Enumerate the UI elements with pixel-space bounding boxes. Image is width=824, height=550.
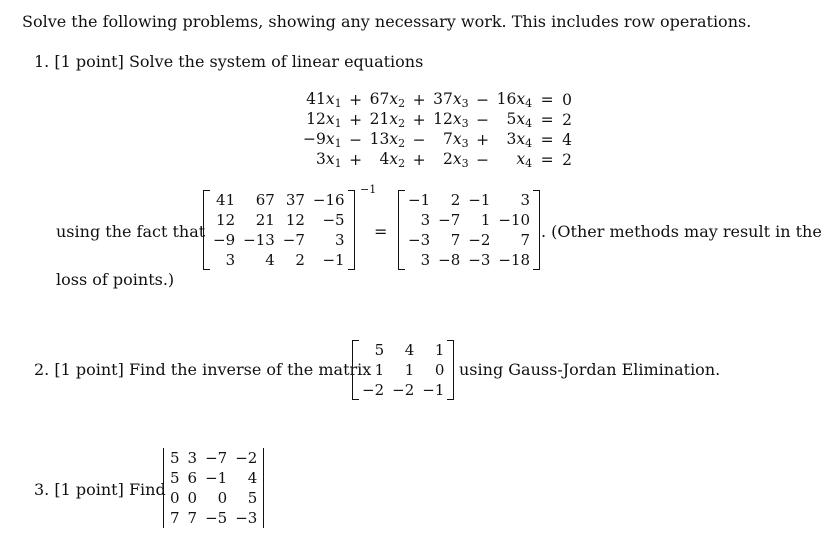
right-bracket [533, 190, 540, 270]
determinant-p3 [163, 448, 264, 528]
matrix-entry: 1 [404, 361, 415, 379]
matrix-entry: −8 [438, 251, 461, 269]
problem-3-points: [1 point] [54, 480, 124, 499]
equation-table [300, 90, 575, 170]
matrix-row [404, 190, 534, 210]
matrix-entry: −2 [468, 231, 491, 249]
left-bracket [203, 190, 210, 270]
equation-row [300, 110, 575, 130]
matrix-entry: 3 [335, 231, 345, 249]
instructions-text: Solve the following problems, showing any necessary work. This includes row operations. [22, 12, 752, 31]
matrix-entry: −1 [322, 251, 345, 269]
matrix-a-inverse [398, 190, 540, 270]
matrix-entry: −3 [235, 509, 258, 527]
left-bracket [352, 340, 359, 400]
equation-term: $13x_2$ [369, 130, 406, 150]
equation-term: $-9x_1$ [303, 130, 342, 150]
matrix-entry: 2 [295, 251, 305, 269]
matrix-entry: −3 [468, 251, 491, 269]
matrix-entry: 0 [217, 489, 228, 507]
matrix-entry: −5 [205, 509, 228, 527]
matrix-row [404, 250, 534, 270]
matrix-entry: −1 [408, 191, 431, 209]
matrix-entry: 7 [187, 509, 198, 527]
matrix-entry: 3 [520, 191, 531, 209]
matrix-row [209, 210, 349, 230]
matrix-entry: 12 [285, 211, 305, 229]
equation-operator: + [476, 131, 490, 149]
matrix-a [203, 190, 355, 270]
equation-term: $41x_1$ [306, 90, 342, 110]
matrix-entry: 3 [420, 211, 431, 229]
matrix-entry: −2 [235, 449, 258, 467]
matrix-entry: −13 [243, 231, 275, 249]
matrix-entry: −7 [282, 231, 305, 249]
equation-term: $x_4$ [516, 150, 533, 170]
matrix-entry: 0 [434, 361, 445, 379]
equation-equals: = [540, 131, 554, 149]
matrix-row [166, 468, 261, 488]
problem-1-heading [34, 52, 423, 72]
equation-operator: − [476, 91, 490, 109]
right-det-bar [263, 448, 264, 528]
matrix-entry: 67 [255, 191, 275, 209]
matrix-entry: 12 [216, 211, 236, 229]
equation-row [300, 130, 575, 150]
matrix-entry: 3 [187, 449, 198, 467]
equation-operator: − [476, 111, 490, 129]
matrix-entry: 1 [374, 361, 385, 379]
matrix-entry: −1 [468, 191, 491, 209]
matrix-entry: 3 [225, 251, 236, 269]
problem-2-heading [34, 360, 371, 380]
equation-operator: + [412, 151, 426, 169]
matrix-entry: 6 [187, 469, 198, 487]
matrix-entry: 2 [450, 191, 461, 209]
matrix-entry: −2 [362, 381, 385, 399]
equation-operator: + [412, 111, 426, 129]
equation-operator: − [412, 131, 426, 149]
problem-2-number: 2. [34, 360, 50, 379]
equation-term: $3x_4$ [506, 130, 533, 150]
matrix-row [404, 210, 534, 230]
problem-1-number: 1. [34, 52, 50, 71]
problem-3-prompt: Find [128, 480, 166, 499]
equation-term: $3x_1$ [315, 150, 342, 170]
matrix-entry: 7 [520, 231, 531, 249]
matrix-entry: −10 [498, 211, 531, 229]
matrix-p2 [352, 340, 454, 400]
equation-operator: + [349, 151, 363, 169]
equation-term: $37x_3$ [433, 90, 469, 110]
matrix-entry: −7 [205, 449, 228, 467]
matrix-entry: 4 [265, 251, 275, 269]
equation-rhs: 4 [562, 131, 572, 149]
matrix-entry: −1 [205, 469, 228, 487]
matrix-entry: −18 [498, 251, 531, 269]
using-fact-text: using the fact that [56, 222, 206, 241]
equation-term: $4x_2$ [379, 150, 406, 170]
equation-operator: + [412, 91, 426, 109]
matrix-entry: 1 [480, 211, 491, 229]
equation-term: $67x_2$ [369, 90, 406, 110]
equation-rhs: 2 [562, 111, 572, 129]
problem-2-points: [1 point] [54, 360, 124, 379]
matrix-entry: −1 [422, 381, 445, 399]
matrix-entry: −3 [408, 231, 431, 249]
matrix-row [209, 190, 349, 210]
equation-term: $12x_3$ [433, 110, 469, 130]
equation-equals: = [540, 91, 554, 109]
left-bracket [398, 190, 405, 270]
matrix-entry: 1 [434, 341, 445, 359]
matrix-entry: 5 [374, 341, 385, 359]
matrix-entry: −9 [213, 231, 236, 249]
loss-of-points-text: loss of points.) [56, 270, 175, 289]
matrix-a-table [209, 190, 349, 270]
matrix-row [358, 380, 448, 400]
matrix-entry: 5 [247, 489, 258, 507]
equation-term: $2x_3$ [442, 150, 469, 170]
equation-term: $5x_4$ [506, 110, 533, 130]
inverse-exponent: −1 [360, 183, 377, 196]
equation-operator: − [349, 131, 363, 149]
equation-equals: = [540, 111, 554, 129]
equation-row [300, 90, 575, 110]
equation-rhs: 0 [562, 91, 572, 109]
other-methods-text: . (Other methods may result in the [541, 222, 822, 241]
matrix-entry: −16 [312, 191, 345, 209]
equation-row [300, 150, 575, 170]
left-det-bar [163, 448, 164, 528]
matrix-row [404, 230, 534, 250]
equation-operator: + [349, 91, 363, 109]
matrix-entry: 37 [285, 191, 305, 209]
matrix-entry: 4 [247, 469, 258, 487]
equation-system [300, 90, 575, 170]
problem-2-prompt: Find the inverse of the matrix [128, 360, 372, 379]
equation-term: $16x_4$ [496, 90, 533, 110]
matrix-row [166, 488, 261, 508]
matrix-entry: 21 [255, 211, 275, 229]
matrix-row [209, 250, 349, 270]
equation-term: $21x_2$ [369, 110, 406, 130]
matrix-row [209, 230, 349, 250]
problem-3-number: 3. [34, 480, 50, 499]
right-bracket [348, 190, 355, 270]
matrix-entry: 5 [170, 469, 180, 487]
matrix-entry: −5 [322, 211, 345, 229]
matrix-entry: 3 [420, 251, 431, 269]
equation-term: $12x_1$ [306, 110, 342, 130]
right-bracket [447, 340, 454, 400]
matrix-a-inverse-table [404, 190, 534, 270]
problem-1-points: [1 point] [54, 52, 124, 71]
matrix-entry: 4 [404, 341, 415, 359]
equation-operator: + [349, 111, 363, 129]
determinant-table [166, 448, 261, 528]
matrix-row [166, 448, 261, 468]
matrix-row [358, 340, 448, 360]
problem-1-prompt: Solve the system of linear equations [128, 52, 424, 71]
problem-3-heading [34, 480, 166, 500]
matrix-entry: 7 [170, 509, 180, 527]
matrix-row [358, 360, 448, 380]
matrix-entry: −2 [392, 381, 415, 399]
equation-operator: − [476, 151, 490, 169]
gauss-jordan-text: using Gauss-Jordan Elimination. [459, 360, 721, 379]
equation-rhs: 2 [562, 151, 572, 169]
matrix-row [166, 508, 261, 528]
matrix-entry: 41 [216, 191, 236, 209]
matrix-entry: 5 [170, 449, 180, 467]
equation-term: $7x_3$ [442, 130, 469, 150]
equals-sign: = [374, 222, 388, 241]
matrix-entry: 0 [187, 489, 198, 507]
matrix-entry: 7 [450, 231, 461, 249]
matrix-entry: 0 [170, 489, 180, 507]
matrix-entry: −7 [438, 211, 461, 229]
matrix-p2-table [358, 340, 448, 400]
equation-equals: = [540, 151, 554, 169]
